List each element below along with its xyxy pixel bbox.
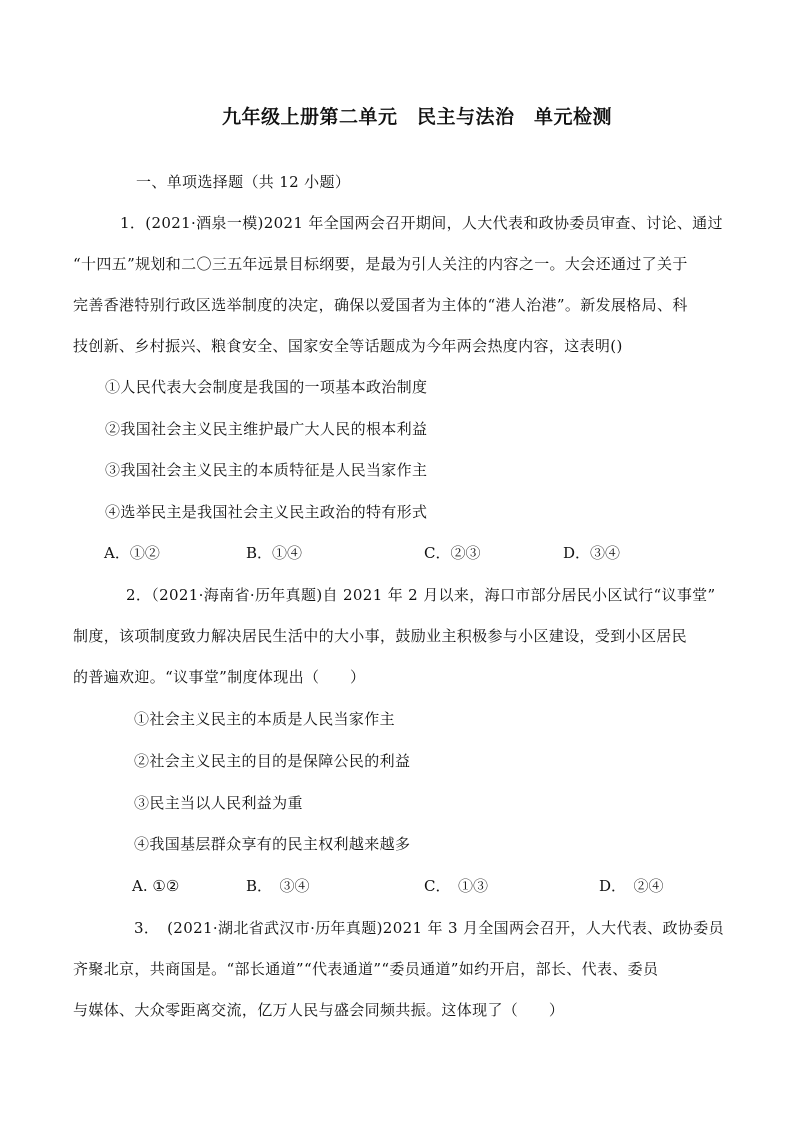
option-c: C．②③ [424, 544, 481, 562]
question-text-line: 3． (2021·湖北省武汉市·历年真题)2021 年 3 月全国两会召开，人大代表、政协委员 [134, 919, 724, 937]
section-heading: 一、单项选择题（共 12 小题） [136, 173, 351, 191]
option-d: D． ②④ [599, 877, 664, 895]
question-text-line: 2．（2021·海南省·历年真题)自 2021 年 2 月以来，海口市部分居民小区试行“议事堂” [126, 586, 716, 604]
statement-item: ②我国社会主义民主维护最广大人民的根本利益 [105, 420, 428, 438]
statement-item: ④我国基层群众享有的民主权利越来越多 [134, 835, 411, 853]
question-text-line: 1．(2021·酒泉一模)2021 年全国两会召开期间，人大代表和政协委员审查、讨论、通过 [120, 214, 723, 232]
option-a: A．①② [104, 544, 160, 562]
option-d: D．③④ [563, 544, 621, 562]
option-b: B．①④ [246, 544, 303, 562]
statement-item: ③民主当以人民利益为重 [134, 794, 303, 812]
statement-item: ③我国社会主义民主的本质特征是人民当家作主 [105, 461, 428, 479]
page-title: 九年级上册第二单元 民主与法治 单元检测 [221, 106, 612, 128]
question-text-line: 制度，该项制度致力解决居民生活中的大小事，鼓励业主积极参与小区建设，受到小区居民 [73, 627, 688, 645]
question-text-line: 完善香港特别行政区选举制度的决定，确保以爱国者为主体的“港人治港”。新发展格局、科 [73, 296, 688, 314]
statement-item: ④选举民主是我国社会主义民主政治的特有形式 [105, 503, 428, 521]
option-a: A. ①② [132, 877, 180, 895]
question-text-line: 技创新、乡村振兴、粮食安全、国家安全等话题成为今年两会热度内容，这表明() [73, 337, 623, 355]
statement-item: ②社会主义民主的目的是保障公民的利益 [134, 752, 411, 770]
question-text-line: 与媒体、大众零距离交流，亿万人民与盛会同频共振。这体现了（ ） [73, 1001, 565, 1019]
statement-item: ①人民代表大会制度是我国的一项基本政治制度 [105, 378, 428, 396]
statement-item: ①社会主义民主的本质是人民当家作主 [134, 710, 395, 728]
question-text-line: 齐聚北京，共商国是。“部长通道”“代表通道”“委员通道”如约开启，部长、代表、委员 [73, 960, 659, 978]
option-c: C． ①③ [424, 877, 488, 895]
question-text-line: “十四五”规划和二〇三五年远景目标纲要，是最为引人关注的内容之一。大会还通过了关于 [73, 255, 688, 273]
question-text-line: 的普遍欢迎。“议事堂”制度体现出（ ） [73, 668, 366, 686]
option-b: B． ③④ [246, 877, 310, 895]
